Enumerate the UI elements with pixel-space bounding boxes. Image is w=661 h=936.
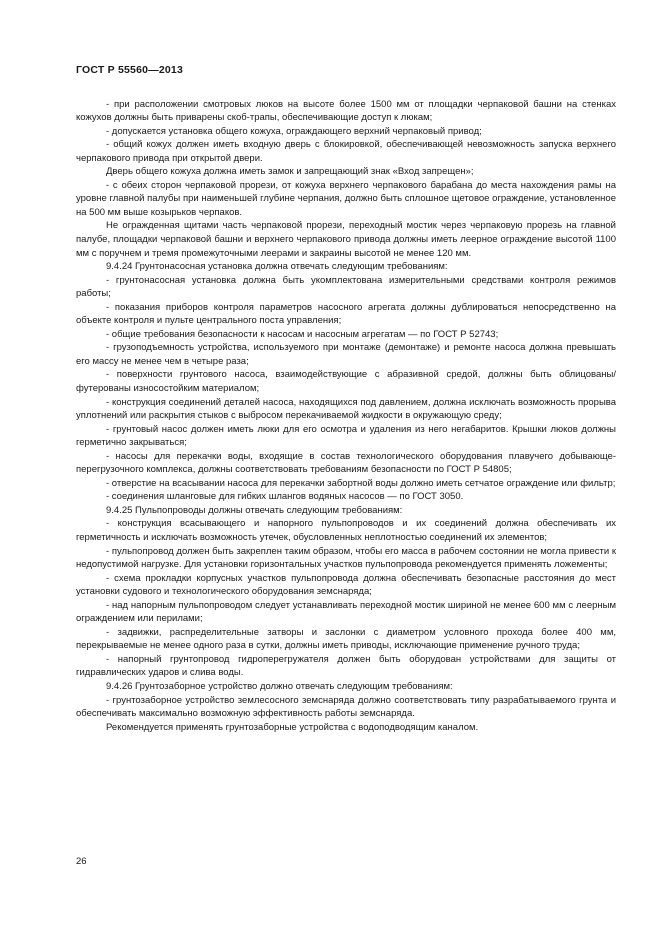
paragraph: - грузоподъемность устройства, используемого при монтаже (демонтаже) и ремонте насоса должна превышать его массу не менее чем в четыре раза; xyxy=(76,342,616,367)
paragraph: Не огражденная щитами часть черпаковой прорези, переходный мостик через черпаковую прорезь на главной палубе, площадки черпаковой башни и верхнего черпакового привода должны иметь леерное ограждение высотой 1100 мм с поручнем и тремя промежуточными леерами и закраины высотой не менее 120 мм. xyxy=(76,220,616,259)
paragraph: - напорный грунтопровод гидроперегружателя должен быть оборудован устройствами для защиты от гидравлических ударов и слива воды. xyxy=(76,653,616,679)
paragraph: - допускается установка общего кожуха, ограждающего верхний черпаковый привод; xyxy=(106,125,482,137)
paragraph: - конструкция всасывающего и напорного пульпопроводов и их соединений должна обеспечивать их герметичность и исключать возможность утечек, обусловленных неплотностью соединений их элементов; xyxy=(76,518,616,543)
paragraph: - отверстие на всасывании насоса для перекачки забортной воды должно иметь сетчатое ограждение или фильтр; xyxy=(106,477,616,489)
paragraph: - общий кожух должен иметь входную дверь с блокировкой, обеспечивающей невозможность запуска верхнего черпакового привода при открытой двери. xyxy=(76,139,616,164)
paragraph: - при расположении смотровых люков на высоте более 1500 мм от площадки черпаковой башни на стенках кожухов должны быть приварены скоб-трапы, обеспечивающие доступ к люкам; xyxy=(76,98,616,124)
paragraph: - конструкция соединений деталей насоса, находящихся под давлением, должна исключать возможность прорыва уплотнений или раскрытия стыков с выбросом перекачиваемой жидкости в окружающую среду; xyxy=(76,396,616,422)
paragraph: - грунтозаборное устройство землесосного земснаряда должно соответствовать типу разрабатываемого грунта и обеспечивать максимально возможную эффективность работы земснаряда. xyxy=(76,694,616,720)
paragraph: - насосы для перекачки воды, входящие в состав технологического оборудования плавучего добывающе-перегрузочного комплекса, должны соответствовать требованиям безопасности по ГОСТ Р 54805; xyxy=(76,450,616,476)
paragraph: Дверь общего кожуха должна иметь замок и запрещающий знак «Вход запрещен»; xyxy=(106,166,474,178)
paragraph: - задвижки, распределительные затворы и заслонки с диаметром условного прохода более 400 мм, перекрываемые не менее одного раза в сутки, должны иметь приводы, исключающие применение ручного труда; xyxy=(76,626,616,652)
paragraph: - с обеих сторон черпаковой прорези, от кожуха верхнего черпакового барабана до места нахождения рамы на уровне главной палубы при наименьшей глубине черпания, должно быть сплошное щетовое ограждение, установленное на 500 мм выше козырьков черпаков. xyxy=(76,179,616,218)
paragraph: - над напорным пульпопроводом следует устанавливать переходной мостик шириной не менее 600 мм с леерным ограждением или перилами; xyxy=(76,599,616,625)
document-body xyxy=(76,98,616,735)
paragraph: - пульпопровод должен быть закреплен таким образом, чтобы его масса в рабочем состоянии не могла привести к недопустимой нагрузке. Для установки горизонтальных участков пульпопровода рекомендуется применять ложементы; xyxy=(76,545,616,571)
paragraph: - поверхности грунтового насоса, взаимодействующие с абразивной средой, должны быть облицованы/футерованы износостойким материалом; xyxy=(76,369,616,394)
paragraph: - общие требования безопасности к насосам и насосным агрегатам — по ГОСТ Р 52743; xyxy=(106,328,499,340)
page-number: 26 xyxy=(76,856,87,867)
paragraph: - соединения шланговые для гибких шлангов водяных насосов — по ГОСТ 3050. xyxy=(106,491,464,503)
paragraph: - схема прокладки корпусных участков пульпопровода должна обеспечивать безопасные расстояния до мест установки судового и технологического оборудования земснаряда; xyxy=(76,572,616,598)
paragraph: Рекомендуется применять грунтозаборные устройства с водоподводящим каналом. xyxy=(106,721,479,733)
clause-heading: 9.4.25 Пульпопроводы должны отвечать следующим требованиям: xyxy=(106,504,403,516)
paragraph: - грунтонасосная установка должна быть укомплектована измерительными средствами контроля режимов работы; xyxy=(76,274,616,300)
paragraph: - грунтовый насос должен иметь люки для его осмотра и удаления из него негабаритов. Крышки люков должны герметично закрываться; xyxy=(76,423,616,449)
document-code-header: ГОСТ Р 55560—2013 xyxy=(76,64,184,76)
clause-heading: 9.4.26 Грунтозаборное устройство должно отвечать следующим требованиям: xyxy=(106,681,453,693)
paragraph: - показания приборов контроля параметров насосного агрегата должны дублироваться непосредственно на объекте контроля и пульте центрального поста управления; xyxy=(76,301,616,327)
clause-heading: 9.4.24 Грунтонасосная установка должна отвечать следующим требованиям: xyxy=(106,261,448,273)
